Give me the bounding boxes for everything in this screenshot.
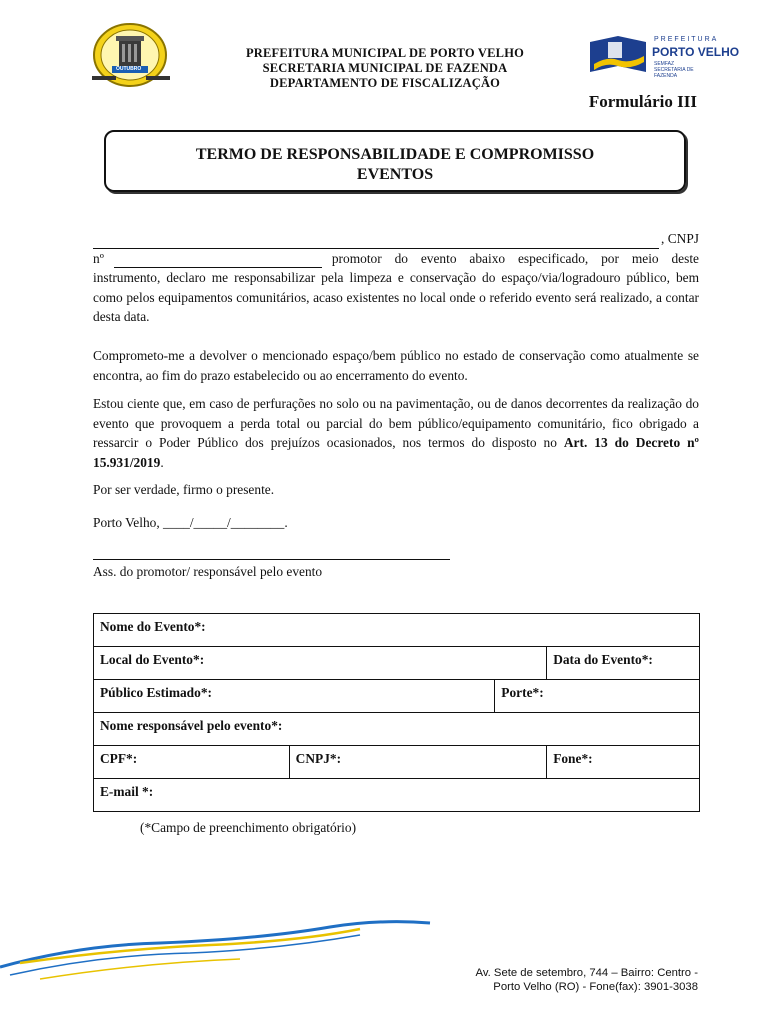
city-seal-logo [88,22,173,90]
form-identifier: Formulário III [588,92,697,111]
footer-wave-decoration [0,905,470,985]
event-info-table [93,613,700,812]
seal-text: OUTUBRO [116,66,142,72]
number-label: nº [93,250,104,266]
cnpj-field[interactable]: CNPJ*: [289,746,547,779]
prefeitura-brand-logo [588,34,740,79]
estimated-audience-field[interactable]: Público Estimado*: [94,680,495,713]
event-date-field[interactable]: Data do Evento*: [547,647,700,680]
cnpj-label: , CNPJ [661,231,699,246]
table-row [94,680,700,713]
cpf-field[interactable]: CPF*: [94,746,290,779]
signature-line[interactable] [93,559,450,560]
promoter-name-blank[interactable] [93,234,659,249]
table-row [94,614,700,647]
table-row [94,713,700,746]
document-title-box [104,130,686,192]
signature-label: Ass. do promotor/ responsável pelo evento [93,564,323,579]
paragraph1-rest: instrumento, declaro me responsabilizar pela limpeza e conservação do espaço/via/logradouro público, bem como pelos equipamentos comunitários, acaso existentes no local onde o referido evento será realizado, a contar desta data. [93,270,699,324]
header-line-1: PREFEITURA MUNICIPAL DE PORTO VELHO [245,46,525,60]
cnpj-number-blank[interactable] [114,253,322,268]
title-line-2: EVENTOS [356,166,434,183]
decree-reference: Art. 13 do Decreto nº 15.931/2019 [93,435,699,470]
paragraph3-end: . [160,454,164,470]
paragraph-damages [93,394,699,472]
header-line-2: SECRETARIA MUNICIPAL DE FAZENDA [262,61,508,75]
header-line-3: DEPARTAMENTO DE FISCALIZAÇÃO [269,76,501,90]
paragraph1-line2: promotor do evento abaixo especificado, por meio deste [331,250,699,266]
paragraph-closing: Por ser verdade, firmo o presente. [93,482,275,497]
event-name-field[interactable]: Nome do Evento*: [94,614,700,647]
date-line[interactable]: Porto Velho, ____/_____/________. [93,515,288,530]
brand-sub-text: SEMFAZ SECRETARIA DE FAZENDA [654,61,694,79]
footer-line-1: Av. Sete de setembro, 744 – Bairro: Centro - [475,967,698,979]
paragraph-responsibility [93,229,699,327]
paragraph-commitment: Comprometo-me a devolver o mencionado espaço/bem público no estado de conservação como atualmente se encontra, ao fim do prazo estabelecido ou ao encerramento do evento. [93,348,699,383]
footer-line-2: Porto Velho (RO) - Fone(fax): 3901-3038 [493,981,698,993]
required-fields-note: (*Campo de preenchimento obrigatório) [140,820,357,835]
event-size-field[interactable]: Porte*: [495,680,700,713]
table-row [94,746,700,779]
phone-field[interactable]: Fone*: [547,746,700,779]
responsible-name-field[interactable]: Nome responsável pelo evento*: [94,713,700,746]
table-row [94,647,700,680]
brand-main-text: PORTO VELHO [652,45,740,59]
footer-address [476,966,699,994]
header-block [215,46,555,91]
title-line-1: TERMO DE RESPONSABILIDADE E COMPROMISSO [195,146,595,163]
brand-top-text: PREFEITURA [654,36,719,43]
email-field[interactable]: E-mail *: [94,779,700,812]
event-location-field[interactable]: Local do Evento*: [94,647,547,680]
paragraph3-text: Estou ciente que, em caso de perfurações no solo ou na pavimentação, ou de danos decorrentes da realização do evento que provoquem a perda total ou parcial do bem público/equipamento comunitário, fico obrigado a ressarcir o Poder Público dos prejuízos ocasionados, nos termos do disposto no [93,396,699,450]
table-row [94,779,700,812]
